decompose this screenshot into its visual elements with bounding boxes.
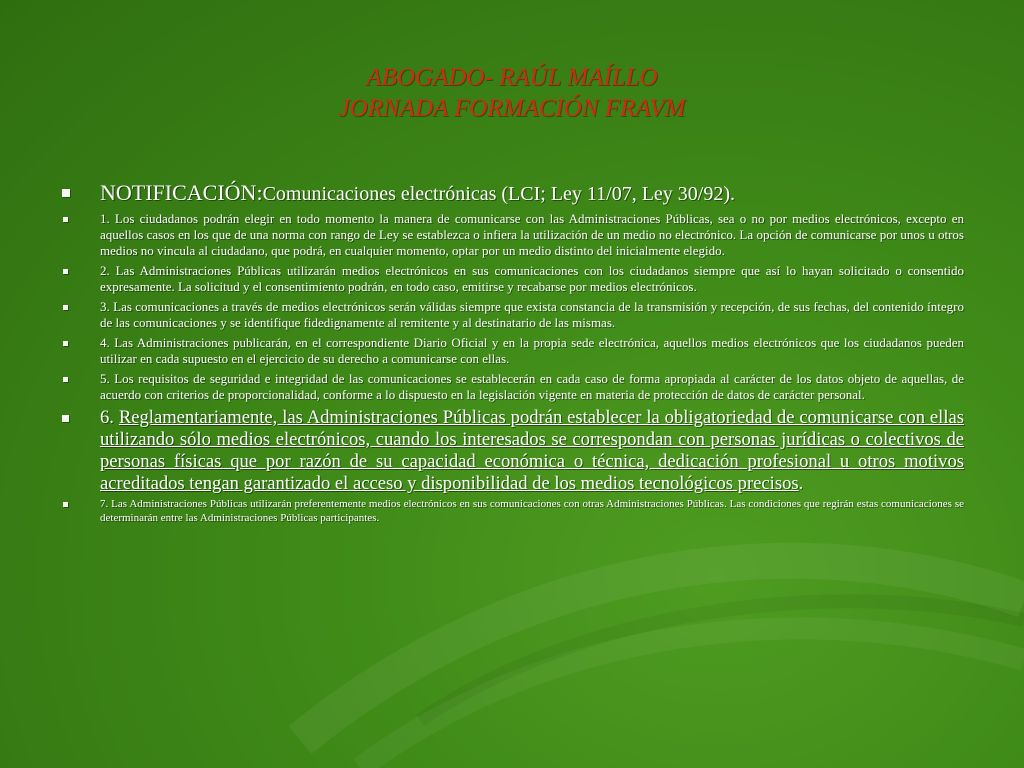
bullet-heading xyxy=(62,180,964,207)
bullet-square-icon xyxy=(63,341,68,346)
bullet-square-icon xyxy=(63,377,68,382)
title-line-1: ABOGADO- RAÚL MAÍLLO xyxy=(366,64,658,91)
bullet-text: 5. Los requisitos de seguridad e integridad de las comunicaciones se establecerán en cada caso de forma apropiada al carácter de los datos objeto de aquellas, de acuerdo con criterios de proporcionalidad, conforme a lo dispuesto en la legislación vigente en materia de protección de datos de carácter personal. xyxy=(100,371,964,402)
slide-title xyxy=(0,62,1024,124)
bullet-list xyxy=(62,180,964,525)
title-line-2: JORNADA FORMACIÓN FRAVM xyxy=(338,95,686,122)
bullet-item-1 xyxy=(62,211,964,259)
bullet-item-2 xyxy=(62,263,964,295)
bullet-text: 7. Las Administraciones Públicas utilizarán preferentemente medios electrónicos en sus comunicaciones con otras Administraciones Públicas. Las condiciones que regirán estas comunicaciones se determinarán entre las Administraciones Públicas participantes. xyxy=(100,498,964,524)
bullet-item-4 xyxy=(62,335,964,367)
bullet-text: 3. Las comunicaciones a través de medios electrónicos serán válidas siempre que exista constancia de la transmisión y recepción, de sus fechas, del contenido íntegro de las comunicaciones y se identifique fidedignamente al remitente y al destinatario de las mismas. xyxy=(100,299,964,330)
bullet-square-icon xyxy=(63,217,68,222)
bullet-end: . xyxy=(798,473,804,494)
bullet-square-icon xyxy=(63,502,68,507)
bullet-square-icon xyxy=(63,269,68,274)
bullet-text-underlined: Reglamentariamente, las Administraciones Públicas podrán establecer la obligatoriedad de comunicarse con ellas utilizando sólo medios electrónicos, cuando los interesados se correspondan con personas jurídicas o colectivos de personas físicas que por razón de su capacidad económica o técnica, dedicación profesional u otros motivos acreditados tengan garantizado el acceso y disponibilidad de los medios tecnológicos precisos xyxy=(100,407,964,494)
bullet-text: 4. Las Administraciones publicarán, en el correspondiente Diario Oficial y en la propia sede electrónica, aquellos medios electrónicos que los ciudadanos pueden utilizar en cada supuesto en el ejercicio de su derecho a comunicarse con ellas. xyxy=(100,335,964,366)
bullet-text: 1. Los ciudadanos podrán elegir en todo momento la manera de comunicarse con las Administraciones Públicas, sea o no por medios electrónicos, excepto en aquellos casos en los que de una norma con rango de Ley se establezca o infiera la utilización de un medio no electrónico. La opción de comunicarse por unos u otros medios no vincula al ciudadano, que podrá, en cualquier momento, optar por un medio distinto del inicialmente elegido. xyxy=(100,211,964,258)
bullet-number: 6. xyxy=(100,407,119,428)
bullet-item-7 xyxy=(62,498,964,525)
heading-text: Comunicaciones electrónicas (LCI; Ley 11/07, Ley 30/92). xyxy=(262,183,736,205)
bullet-square-icon xyxy=(62,189,70,197)
bullet-square-icon xyxy=(62,415,69,422)
heading-label: NOTIFICACIÓN: xyxy=(100,180,263,205)
bullet-text: 2. Las Administraciones Públicas utilizarán medios electrónicos en sus comunicaciones con los ciudadanos siempre que así lo hayan solicitado o consentido expresamente. La solicitud y el consentimiento podrán, en todo caso, emitirse y recabarse por medios electrónicos. xyxy=(100,263,964,294)
bullet-item-5 xyxy=(62,371,964,403)
bullet-square-icon xyxy=(63,305,68,310)
bullet-item-6 xyxy=(62,407,964,495)
bullet-item-3 xyxy=(62,299,964,331)
